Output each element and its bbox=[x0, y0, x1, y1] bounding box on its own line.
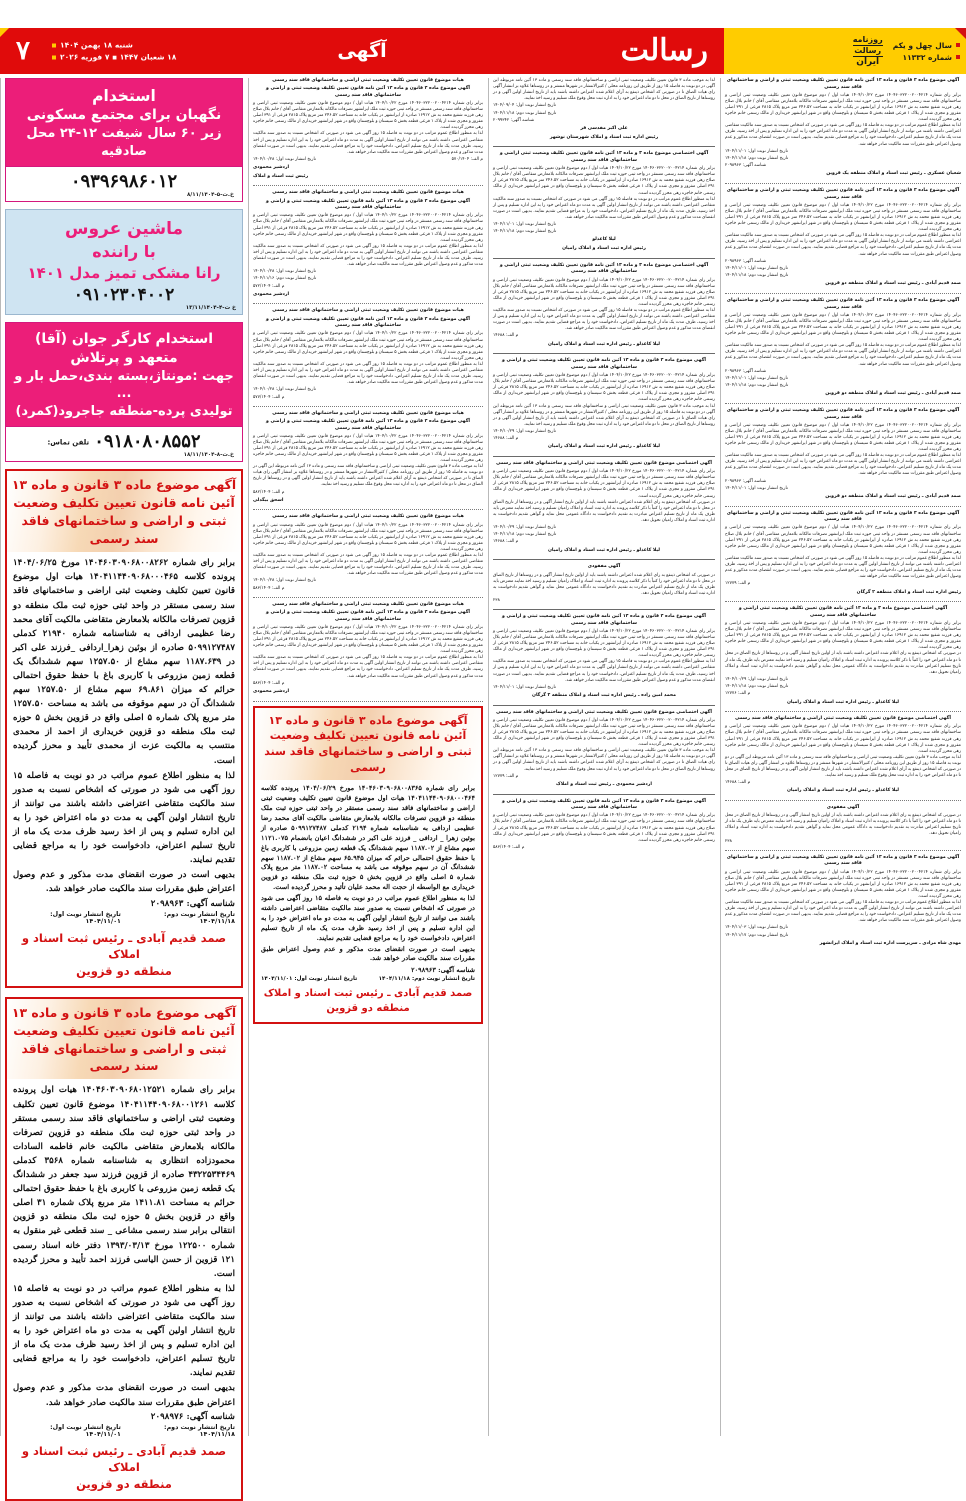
notice-body: برابر رای شماره ۱۴۰۴۶۰۳۲۲۰۰۲۰۰۴۲۱۴ مورخ ۱۴۰۴/۱۰/۲۲ هیات اول / دوم موضوع قانون تعیین تکلیف وضعیت ثبتی اراضی و ساختمانهای فاقد سند رسمی مستقر در واحد ثبتی حوزه ثبت ملک ایرانشهر تصرفات مالکانه بلامعارض متقاضی آقای / خانم بلال صلاح زهی فرزند شفیع محمد به ش ۱۶۹۱۲ صادره از ایرانشهر در یکباب خانه به مساحت ۲۴۶.۵۲ متر مربع پلاک ۲۸۱۵ فرعی از ۳۹۱ اصلی مفروز و مجزی شده از پلاک ۱ فرعی قطعه بخش ۵ سیستان و بلوچستان واقع در شهر ایرانشهر خریداری از مالک رسمی خانم خاجره زهی محرز گردیده است. bbox=[253, 100, 484, 131]
notice-divider bbox=[253, 509, 483, 510]
notice-body-publish: لذا به منظور اطلاع عموم مراتب در دو نوبت به فاصله ۱۵ روز آگهی می شود در صورتی که اشخاص نسبت به صدور سند مالکیت متقاضی اعتراضی داشته باشند می توانند از تاریخ انتشار اولین آگهی به مدت دو ماه اعتراض خود را به این اداره تسلیم و پس از اخذ رسید، ظرف مدت یک ماه از تاریخ تسلیم اعتراض، دادخواست خود را به مراجع قضایی تقدیم نمایند. بدیهی است در صورت انقضای مدت مذکور و عدم وصول اعتراض طبق مقررات سند مالکیت صادر خواهد شد. bbox=[725, 123, 961, 147]
notice-divider bbox=[493, 705, 715, 706]
notice-paragraph-1: برابر رای شماره ۱۴۰۴۶۰۳۰۹۰۶۸۰۱۲۵۲۱ هیات اول پرونده کلاسه ۱۴۰۴۱۱۴۴۰۹۰۶۸۰۰۱۲۶۱ موضوع قانون تعیین تکلیف وضعیت ثبتی اراضی و ساختمانهای فاقد سند رسمی مستقر در واحد ثبتی حوزه ثبت ملک منطقه دو قزوین تصرفات مالکانه بلامعارض متقاضی مالکیت خانم فاطمه السادات محمودزاده انتظاری به شناسنامه شماره ۳۵۶۸ کدملی ۴۳۲۲۵۳۴۴۶۹ صادره از قزوین فرزند سید جعفر در ششدانگ یک قطعه زمین مزروعی با کاربری باغ با حفظ حقوق احتمالی حرائم به مساحت ۱۴۱۱.۸۱ متر مربع پلاک شماره ۳۱ اصلی واقع در قزوین بخش ۵ حوزه ثبت ملک منطقه دو قزوین انتقالی برابر سند رسمی مشاعی _ سند قطعی غیر منقول به شماره ۱۲۲۵۰۰ مورخ ۱۳۹۳/۰۳/۱۳ دفتر خانه اسناد رسمی ۱۲۱ قزوین از حسن الیاسی فرزند احمد تأیید و محرز گردیده است. bbox=[13, 1085, 236, 1279]
notice-body-publish: لذا به منظور اطلاع عموم مراتب در دو نوبت به فاصله ۱۵ روز آگهی می شود در صورتی که اشخاص نسبت به صدور سند مالکیت متقاضی اعتراضی داشته باشند می توانند از تاریخ انتشار اولین آگهی به مدت دو ماه اعتراض خود را به این اداره تسلیم و پس از اخذ رسید، ظرف مدت یک ماه از تاریخ تسلیم اعتراض، دادخواست خود را به مراجع قضایی تقدیم نمایند. بدیهی است در صورت انقضای مدت مذکور و عدم وصول اعتراض طبق مقررات سند مالکیت صادر خواهد شد. bbox=[493, 308, 715, 332]
notice-ref-code: م الف: ۱۲۷۷۹ bbox=[725, 581, 751, 587]
notice-divider bbox=[253, 185, 483, 186]
notice-signature: صمد قدیم آبادی ـ رئیس ثبت اسناد و املاک منطقه دو قزوین bbox=[825, 391, 961, 397]
notice-ref-code: م الف: ۱۴۶۸۸ bbox=[493, 539, 519, 545]
notice-ref-code: ۲۳۸ bbox=[493, 597, 500, 603]
notice-divider bbox=[725, 601, 961, 602]
notice-ref-code: م الف: ۵۷۷/۱۴۰۴ bbox=[253, 394, 285, 400]
framed-legal-notice bbox=[253, 706, 483, 1025]
notice-body-short: در صورتی که اشخاص ذینفع به رای اعلام شده اعتراض داشته باشند باید از اولین تاریخ انتشار آگهی و در روستاها از تاریخ الصاق در محل تا دو ماه اعتراض خود را کتباً با ذکر کلاسه پرونده به اداره ثبت اسناد و املاک رامیان تسلیم و رسید اخذ نمایند معترض باید ظرف یک ماه از تاریخ تسلیم اعتراض مبادرت به تقدیم دادخواست به دادگاه عمومی محل نماید و گواهی تقدیم دادخواست به اداره ثبت اسناد و املاک رامیان تحویل دهد. bbox=[725, 651, 961, 675]
ad-phone-bar[interactable] bbox=[6, 166, 242, 201]
notice-body: برابر رای شماره ۱۴۰۴۶۰۳۲۲۰۰۲۰۰۴۲۱۴ مورخ ۱۴۰۴/۱۰/۲۲ هیات اول / دوم موضوع قانون تعیین تکلیف وضعیت ثبتی اراضی و ساختمانهای فاقد سند رسمی مستقر در واحد ثبتی حوزه ثبت ملک ایرانشهر تصرفات مالکانه بلامعارض متقاضی آقای / خانم بلال صلاح زهی فرزند شفیع محمد به ش ۱۶۹۱۲ صادره از ایرانشهر در یکباب خانه به مساحت ۲۴۶.۵۲ متر مربع پلاک ۲۸۱۵ فرعی از ۳۹۱ اصلی مفروز و مجزی شده از پلاک ۱ فرعی قطعه بخش ۵ سیستان و بلوچستان واقع در شهر ایرانشهر خریداری از مالک رسمی خانم خاجره زهی محرز گردیده است. bbox=[253, 433, 484, 464]
ad-line-3: جهت :مونتاژ،بسته بندی،حمل بار و ... bbox=[14, 368, 234, 402]
notice-body: برابر رای شماره ۱۴۰۴۶۰۳۲۲۰۰۲۰۰۴۲۱۴ مورخ ۱۴۰۴/۱۰/۲۲ هیات اول / دوم موضوع قانون تعیین تکلیف وضعیت ثبتی اراضی و ساختمانهای فاقد سند رسمی مستقر در واحد ثبتی حوزه ثبت ملک ایرانشهر تصرفات مالکانه بلامعارض متقاضی آقای / خانم بلال صلاح زهی فرزند شفیع محمد به ش ۱۶۹۱۲ صادره از ایرانشهر در یکباب خانه به مساحت ۲۴۶.۵۲ متر مربع پلاک ۲۸۱۵ فرعی از ۳۹۱ اصلی مفروز و مجزی شده از پلاک ۱ فرعی قطعه بخش ۵ سیستان و بلوچستان واقع در شهر ایرانشهر خریداری از مالک رسمی خانم خاجره زهی محرز گردیده است. bbox=[493, 628, 715, 659]
ad-line-3: زیر ۶۰ سال شیفت ۱۲-۲۴ محل صادقیه bbox=[26, 126, 222, 159]
notice-title: آگهی موضوع ماده ۳ قانون و ماده ۱۳ آئین نامه قانون تعیین تکلیف وضعیت ثبتی و اراضی و ساختمانهای فاقد سند رسمی bbox=[7, 999, 241, 1080]
legal-notice bbox=[725, 298, 961, 398]
legal-notice bbox=[493, 263, 715, 349]
notice-signature: لیلا کاغذلو ـ رئیس اداره ثبت اسناد و املاک رامیان bbox=[786, 788, 900, 794]
notice-body: برابر رای شماره ۱۴۰۴۶۰۳۲۲۰۰۲۰۰۴۲۱۴ مورخ ۱۴۰۴/۱۰/۲۲ هیات اول / دوم موضوع قانون تعیین تکلیف وضعیت ثبتی اراضی و ساختمانهای فاقد سند رسمی مستقر در واحد ثبتی حوزه ثبت ملک ایرانشهر تصرفات مالکانه بلامعارض متقاضی آقای / خانم بلال صلاح زهی فرزند شفیع محمد به ش ۱۶۹۱۲ صادره از ایرانشهر در یکباب خانه به مساحت ۲۴۶.۵۲ متر مربع پلاک ۲۸۱۵ فرعی از ۳۹۱ اصلی مفروز و مجزی شده از پلاک ۱ فرعی قطعه بخش ۵ سیستان و بلوچستان واقع در شهر ایرانشهر خریداری از مالک رسمی خانم خاجره زهی محرز گردیده است. bbox=[253, 624, 484, 655]
legal-notice bbox=[725, 606, 961, 706]
notice-signature: صمد قدیم آبادی ـ رئیس ثبت اسناد و املاک منطقه دو قزوین bbox=[21, 1443, 227, 1491]
notice-date-first: تاریخ انتشار نوبت اول: ۱۴۰۴/۱۰/۲۸ bbox=[253, 387, 316, 393]
notice-heading: آگهی موضوع ماده ۳ قانون و ماده ۱۳ آئین نامه قانون تعیین تکلیف وضعیت ثبتی و اراضی و ساختمانهای فاقد سند رسمی bbox=[502, 358, 706, 370]
notice-heading: آگهی مفقودی bbox=[587, 564, 621, 570]
notice-divider bbox=[725, 403, 961, 404]
masthead-dates bbox=[52, 41, 176, 62]
column-left-ads bbox=[0, 78, 248, 1491]
notice-heading: آگهی موضوع ماده ۳ قانون و ماده ۱۳ آئین نامه قانون تعیین تکلیف وضعیت ثبتی و اراضی و ساختمانهای فاقد سند رسمی bbox=[726, 510, 960, 523]
page-number: ۷ bbox=[16, 36, 30, 66]
masthead-brand-panel bbox=[724, 28, 966, 74]
notice-divider bbox=[253, 406, 483, 407]
notice-paragraph-3: بدیهی است در صورت انقضای مدت مذکور و عدم وصول اعتراض طبق مقررات سند مالکیت صادر خواهد شد. bbox=[13, 870, 235, 895]
logo-line-1: روزنامه bbox=[852, 34, 883, 44]
legal-notice bbox=[253, 308, 483, 400]
notice-ref-code: شناسه آگهی: ۲۰۹۸۹۶۳ bbox=[725, 368, 767, 374]
legal-notice bbox=[253, 78, 483, 180]
notice-signature: لیلا کاغذلو ـ رئیس اداره ثبت اسناد و املاک رامیان bbox=[547, 341, 661, 347]
notice-date-second: تاریخ انتشار نوبت دوم: ۱۴۰۴/۱۱/۱۸ bbox=[493, 532, 557, 538]
notice-divider bbox=[493, 559, 715, 560]
notice-body-publish: لذا به منظور اطلاع عموم مراتب در دو نوبت به فاصله ۱۵ روز آگهی می شود در صورتی که اشخاص نسبت به صدور سند مالکیت متقاضی اعتراضی داشته باشند می توانند از تاریخ انتشار اولین آگهی به مدت دو ماه اعتراض خود را به این اداره تسلیم و پس از اخذ رسید، ظرف مدت یک ماه از تاریخ تسلیم اعتراض، دادخواست خود را به مراجع قضایی تقدیم نمایند. بدیهی است در صورت انقضای مدت مذکور و عدم وصول اعتراض طبق مقررات سند مالکیت صادر خواهد شد. bbox=[253, 243, 483, 268]
notice-signature: صمد قدیم آبادی ـ رئیس ثبت اسناد و املاک منطقه دو قزوین bbox=[825, 281, 961, 287]
display-ad-guard-hiring[interactable] bbox=[5, 78, 243, 202]
notice-signature-title: رئیس اداره ثبت اسناد و املاک شهرستان نوشهر bbox=[549, 134, 659, 140]
ad-content bbox=[6, 79, 242, 166]
notice-body: لذا به موجب ماده ۳ قانون تعیین تکلیف وضعیت ثبتی اراضی و ساختمانهای فاقد سند رسمی و ماده ۱۳ آئین نامه مربوطه این آگهی در دو نوبت به فاصله ۱۵ روز از طریق این روزنامه محلی / کثیرالانتشار در شهرها منتشر و در روستاها علاوه بر انتشار آگهی رای هیات الصاق تا در صورتی که اشخاص ذینفع به آرای اعلام شده اعتراض داشته باشند باید از تاریخ انتشار اولین آگهی و در روستاها از تاریخ الصاق در محل تا دو ماه اعتراض خود را به اداره ثبت محل وقوع ملک تسلیم و رسید اخذ نمایند. bbox=[493, 78, 715, 102]
notice-body: برابر رای شماره ۱۴۰۴۶۰۳۲۲۰۰۲۰۰۴۲۱۴ مورخ ۱۴۰۴/۱۰/۲۲ هیات اول / دوم موضوع قانون تعیین تکلیف وضعیت ثبتی اراضی و ساختمانهای فاقد سند رسمی مستقر در واحد ثبتی حوزه ثبت ملک ایرانشهر تصرفات مالکانه بلامعارض متقاضی آقای / خانم بلال صلاح زهی فرزند شفیع محمد به ش ۱۶۹۱۲ صادره از ایرانشهر در یکباب خانه به مساحت ۲۴۶.۵۲ متر مربع پلاک ۲۸۱۵ فرعی از ۳۹۱ اصلی مفروز و مجزی شده از پلاک ۱ فرعی قطعه بخش ۵ سیستان و بلوچستان واقع در شهر ایرانشهر خریداری از مالک رسمی خانم خاجره زهی محرز گردیده است. bbox=[725, 312, 962, 343]
legal-notice bbox=[725, 188, 961, 288]
notice-body bbox=[13, 556, 235, 896]
legal-notice bbox=[725, 805, 961, 845]
notice-heading: هیات موضوع قانون تعیین تکلیف وضعیت ثبتی اراضی و ساختمانهای فاقد سند رسمی bbox=[272, 190, 464, 196]
date-first: تاریخ انتشار نوبت اول: ۱۴۰۴/۱۱/۰۱ bbox=[50, 1423, 121, 1438]
notice-signature: اردشیر محمودی bbox=[253, 165, 290, 171]
notice-body bbox=[261, 784, 475, 964]
display-ad-wedding-car[interactable] bbox=[5, 209, 243, 315]
notice-heading: آگهی موضوع ماده ۳ قانون و ماده ۱۳ آئین نامه قانون تعیین تکلیف وضعیت ثبتی و اراضی و ساختمانهای فاقد سند رسمی bbox=[726, 854, 960, 867]
date-solar: شنبه ۱۸ بهمن ۱۴۰۴ bbox=[60, 40, 133, 50]
ad-headline: استخدام bbox=[92, 87, 156, 105]
notice-signature-title: رئیس اداره ثبت اسناد و املاک رامیان bbox=[562, 246, 646, 252]
notice-title: آگهی موضوع ماده ۳ قانون و ماده ۱۳ آئین نامه قانون تعیین تکلیف وضعیت ثبتی و اراضی و ساختمانهای فاقد سند رسمی bbox=[255, 708, 481, 781]
notice-date-first: تاریخ انتشار نوبت اول: ۱۴۰۴/۱۰/۲۹ bbox=[725, 676, 788, 682]
notice-body-publish: لذا به منظور اطلاع عموم مراتب در دو نوبت به فاصله ۱۵ روز آگهی می شود در صورتی که اشخاص نسبت به صدور سند مالکیت متقاضی اعتراضی داشته باشند می توانند از تاریخ انتشار اولین آگهی به مدت دو ماه اعتراض خود را به این اداره تسلیم و پس از اخذ رسید، ظرف مدت یک ماه از تاریخ تسلیم اعتراض، دادخواست خود را به مراجع قضایی تقدیم نمایند. بدیهی است در صورت انقضای مدت مذکور و عدم وصول اعتراض طبق مقررات سند مالکیت صادر خواهد شد. bbox=[725, 233, 961, 257]
notice-ref-code: م الف: ۵۷۲/۱۴۰۴ bbox=[253, 283, 285, 289]
notice-body-publish: لذا به منظور اطلاع عموم مراتب در دو نوبت به فاصله ۱۵ روز آگهی می شود در صورتی که اشخاص نسبت به صدور سند مالکیت متقاضی اعتراضی داشته باشند می توانند از تاریخ انتشار اولین آگهی به مدت دو ماه اعتراض خود را به این اداره تسلیم و پس از اخذ رسید، ظرف مدت یک ماه از تاریخ تسلیم اعتراض، دادخواست خود را به مراجع قضایی تقدیم نمایند. بدیهی است در صورت انقضای مدت مذکور و عدم وصول اعتراض طبق مقررات سند مالکیت صادر خواهد شد. bbox=[493, 196, 715, 220]
notice-paragraph-2: لذا به منظور اطلاع عموم مراتب در دو نوبت به فاصله ۱۵ روز آگهی می شود در صورتی که اشخاص نسبت به صدور سند مالکیت متقاضی اعتراضی داشته باشند می توانند از تاریخ انتشار اولین آگهی به مدت دو ماه اعتراض خود را به این اداره تسلیم و پس از اخذ رسید ظرف مدت یک ماه از تاریخ تسلیم اعتراض، دادخواست خود را به مراجع قضایی تقدیم نمایند. bbox=[13, 1283, 235, 1379]
notice-date-first: تاریخ انتشار نوبت اول: ۱۴۰۴/۱۱/۰۱ bbox=[725, 485, 788, 491]
bullet-icon bbox=[956, 55, 960, 59]
notice-signature: محمد امین زاده ـ رئیس اداره ثبت اسناد و املاک منطقه ۲ گرگان bbox=[532, 692, 676, 698]
notice-heading: آگهی موضوع ماده ۳ قانون و ماده ۱۳ آئین نامه قانون تعیین تکلیف وضعیت ثبتی و اراضی و ساختمانهای فاقد سند رسمی bbox=[726, 187, 960, 200]
column-grid bbox=[0, 78, 966, 1491]
notice-heading: آگهی مفقودی bbox=[826, 805, 860, 811]
notice-ref-code: م الف: ۱۴۶۸۸ bbox=[493, 436, 519, 442]
ad-content bbox=[6, 323, 242, 426]
notice-ref-code: م الف: ۱۴۶۸۸ bbox=[493, 333, 519, 339]
ad-headline: استخدام کارگر جوان (آقا) bbox=[34, 330, 214, 347]
notice-heading: آگهی موضوع ماده ۳ قانون و ماده ۱۳ آئین نامه قانون تعیین تکلیف وضعیت ثبتی و اراضی و ساختمانهای فاقد سند رسمی bbox=[726, 297, 960, 310]
ad-phone-bar[interactable] bbox=[6, 426, 242, 461]
notice-ref-code: م الف: ۱۴۶۸۸ bbox=[725, 780, 751, 786]
notice-signature: شعبان عسکری ـ رئیس ثبت اسناد و املاک منطقه یک قزوین bbox=[826, 171, 961, 177]
notice-body: برابر رای شماره ۱۴۰۴۶۰۳۲۲۰۰۲۰۰۴۲۱۴ مورخ ۱۴۰۴/۱۰/۲۲ هیات اول / دوم موضوع قانون تعیین تکلیف وضعیت ثبتی اراضی و ساختمانهای فاقد سند رسمی مستقر در واحد ثبتی حوزه ثبت ملک ایرانشهر تصرفات مالکانه بلامعارض متقاضی آقای / خانم بلال صلاح زهی فرزند شفیع محمد به ش ۱۶۹۱۲ صادره از ایرانشهر در یکباب خانه به مساحت ۲۴۶.۵۲ متر مربع پلاک ۲۸۱۵ فرعی از ۳۹۱ اصلی مفروز و مجزی شده از پلاک ۱ فرعی قطعه بخش ۵ سیستان و بلوچستان واقع در شهر ایرانشهر خریداری از مالک رسمی خانم خاجره زهی محرز گردیده است. bbox=[493, 469, 715, 499]
section-title: آگهی bbox=[337, 40, 387, 62]
corner-accent-icon bbox=[0, 28, 9, 37]
legal-notice bbox=[493, 151, 715, 252]
notice-body: در صورتی که اشخاص ذینفع به رای اعلام شده اعتراض داشته باشند باید از اولین تاریخ انتشار آگهی و در روستاها از تاریخ الصاق در محل تا دو ماه اعتراض خود را کتباً با ذکر کلاسه پرونده به اداره ثبت اسناد و املاک رامیان تسلیم و رسید اخذ نمایند معترض باید ظرف یک ماه از تاریخ تسلیم اعتراض مبادرت به تقدیم دادخواست به دادگاه عمومی محل نماید و گواهی تقدیم دادخواست به اداره ثبت اسناد و املاک رامیان تحویل دهد. bbox=[493, 572, 715, 596]
notice-body-publish: لذا به منظور اطلاع عموم مراتب در دو نوبت به فاصله ۱۵ روز آگهی می شود در صورتی که اشخاص نسبت به صدور سند مالکیت متقاضی اعتراضی داشته باشند می توانند از تاریخ انتشار اولین آگهی به مدت دو ماه اعتراض خود را به این اداره تسلیم و پس از اخذ رسید، ظرف مدت یک ماه از تاریخ تسلیم اعتراض، دادخواست خود را به مراجع قضایی تقدیم نمایند. بدیهی است در صورت انقضای مدت مذکور و عدم وصول اعتراض طبق مقررات سند مالکیت صادر خواهد شد. bbox=[725, 555, 961, 580]
notice-body-medium: لذا به موجب ماده ۳ قانون تعیین تکلیف وضعیت ثبتی اراضی و ساختمانهای فاقد سند رسمی و ماده ۱۳ آئین نامه مربوطه این آگهی در دو نوبت به فاصله ۱۵ روز از طریق این روزنامه محلی / کثیرالانتشار در شهرها منتشر و در روستاها علاوه بر انتشار آگهی رای هیات الصاق تا در صورتی که اشخاص ذینفع به آرای اعلام شده اعتراض داشته باشند باید از تاریخ انتشار اولین آگهی و در روستاها از تاریخ الصاق در محل تا دو ماه اعتراض خود را به اداره ثبت محل وقوع ملک تسلیم و رسید اخذ نمایند. bbox=[493, 403, 715, 427]
notice-body: برابر رای شماره ۱۴۰۴۶۰۳۲۲۰۰۲۰۰۴۲۱۴ مورخ ۱۴۰۴/۱۰/۲۲ هیات اول / دوم موضوع قانون تعیین تکلیف وضعیت ثبتی اراضی و ساختمانهای فاقد سند رسمی مستقر در واحد ثبتی حوزه ثبت ملک ایرانشهر تصرفات مالکانه بلامعارض متقاضی آقای / خانم بلال صلاح زهی فرزند شفیع محمد به ش ۱۶۹۱۲ صادره از ایرانشهر در یکباب خانه به مساحت ۲۴۶.۵۲ متر مربع پلاک ۲۸۱۵ فرعی از ۳۹۱ اصلی مفروز و مجزی شده از پلاک ۱ فرعی قطعه بخش ۵ سیستان و بلوچستان واقع در شهر ایرانشهر خریداری از مالک رسمی خانم خاجره زهی محرز گردیده است. bbox=[253, 522, 484, 552]
notice-signature: صمد قدیم آبادی ـ رئیس ثبت اسناد و املاک منطقه دو قزوین bbox=[21, 930, 227, 978]
masthead-issue-meta bbox=[893, 41, 960, 62]
notice-body-medium: لذا به موجب ماده ۳ قانون تعیین تکلیف وضعیت ثبتی اراضی و ساختمانهای فاقد سند رسمی و ماده ۱۳ آئین نامه مربوطه این آگهی در دو نوبت به فاصله ۱۵ روز از طریق این روزنامه محلی / کثیرالانتشار در شهرها منتشر و در روستاها علاوه بر انتشار آگهی رای هیات الصاق تا در صورتی که اشخاص ذینفع به آرای اعلام شده اعتراض داشته باشند باید از تاریخ انتشار اولین آگهی و در روستاها از تاریخ الصاق در محل تا دو ماه اعتراض خود را به اداره ثبت محل وقوع ملک تسلیم و رسید اخذ نمایند. bbox=[253, 464, 484, 488]
notice-publication-dates bbox=[261, 976, 475, 982]
date-lunar-row bbox=[52, 53, 176, 62]
ad-line-2: متعهد و پرتلاش bbox=[70, 349, 178, 366]
notice-body: برابر رای شماره ۱۴۰۴۶۰۳۲۲۰۰۲۰۰۴۲۱۴ مورخ ۱۴۰۴/۱۰/۲۲ هیات اول / دوم موضوع قانون تعیین تکلیف وضعیت ثبتی اراضی و ساختمانهای فاقد سند رسمی مستقر در واحد ثبتی حوزه ثبت ملک ایرانشهر تصرفات مالکانه بلامعارض متقاضی آقای / خانم بلال صلاح زهی فرزند شفیع محمد به ش ۱۶۹۱۲ صادره از ایرانشهر در یکباب خانه به مساحت ۲۴۶.۵۲ متر مربع پلاک ۲۸۱۵ فرعی از ۳۹۱ اصلی مفروز و مجزی شده از پلاک ۱ فرعی قطعه بخش ۵ سیستان و بلوچستان واقع در شهر ایرانشهر خریداری از مالک رسمی خانم خاجره زهی محرز گردیده است. bbox=[725, 869, 962, 899]
logo-line-2: رسالت bbox=[854, 45, 882, 55]
legal-notice bbox=[253, 190, 483, 298]
notice-signature: صمد قدیم آبادی ـ رئیس ثبت اسناد و املاک منطقه دو قزوین bbox=[825, 494, 961, 499]
date-second: تاریخ انتشار نوبت دوم: ۱۴۰۴/۱۱/۱۸ bbox=[164, 1423, 235, 1438]
notice-body-short: در صورتی که اشخاص ذینفع به رای اعلام شده اعتراض داشته باشند باید از اولین تاریخ انتشار آگهی و در روستاها از تاریخ الصاق در محل تا دو ماه اعتراض خود را کتباً با ذکر کلاسه پرونده به اداره ثبت اسناد و املاک رامیان تسلیم و رسید اخذ نمایند معترض باید ظرف یک ماه از تاریخ تسلیم اعتراض مبادرت به تقدیم دادخواست به دادگاه عمومی محل نماید و گواهی تقدیم دادخواست به اداره ثبت اسناد و املاک رامیان تحویل دهد. bbox=[493, 499, 715, 523]
notice-signature-title: رئیس ثبت اسناد و املاک bbox=[253, 173, 309, 179]
notice-footer-row bbox=[253, 156, 483, 163]
ad-line-2: با راننده bbox=[92, 242, 156, 262]
notice-body: برابر رای شماره ۱۴۰۴۶۰۳۲۲۰۰۲۰۰۴۲۱۴ مورخ ۱۴۰۴/۱۰/۲۲ هیات اول / دوم موضوع قانون تعیین تکلیف وضعیت ثبتی اراضی و ساختمانهای فاقد سند رسمی مستقر در واحد ثبتی حوزه ثبت ملک ایرانشهر تصرفات مالکانه بلامعارض متقاضی آقای / خانم بلال صلاح زهی فرزند شفیع محمد به ش ۱۶۹۱۲ صادره از ایرانشهر در یکباب خانه به مساحت ۲۴۶.۵۲ متر مربع پلاک ۲۸۱۵ فرعی از ۳۹۱ اصلی مفروز و مجزی شده از پلاک ۱ فرعی قطعه بخش ۵ سیستان و بلوچستان واقع در شهر ایرانشهر خریداری از مالک رسمی خانم خاجره زهی محرز گردیده است. bbox=[493, 813, 715, 843]
legal-notice bbox=[493, 710, 715, 789]
notice-date-first: تاریخ انتشار نوبت اول: ۱۴۰۴/۰۹/۰۴ bbox=[493, 103, 556, 109]
legal-notice bbox=[725, 855, 961, 948]
notice-dates: تاریخ انتشار نوبت اول: ۱۴۰۴/۱۰/۲۸ bbox=[253, 156, 316, 162]
notice-heading: هیات موضوع قانون تعیین تکلیف وضعیت ثبتی اراضی و ساختمانهای فاقد سند رسمی bbox=[272, 78, 464, 83]
notice-body: برابر رای شماره ۱۴۰۴۶۰۳۲۲۰۰۲۰۰۴۲۱۴ مورخ ۱۴۰۴/۱۰/۲۲ هیات اول / دوم موضوع قانون تعیین تکلیف وضعیت ثبتی اراضی و ساختمانهای فاقد سند رسمی مستقر در واحد ثبتی حوزه ثبت ملک ایرانشهر تصرفات مالکانه بلامعارض متقاضی آقای / خانم بلال صلاح زهی فرزند شفیع محمد به ش ۱۶۹۱۲ صادره از ایرانشهر در یکباب خانه به مساحت ۲۴۶.۵۲ متر مربع پلاک ۲۸۱۵ فرعی از ۳۹۱ اصلی مفروز و مجزی شده از پلاک ۱ فرعی قطعه بخش ۵ سیستان و بلوچستان واقع در شهر ایرانشهر خریداری از مالک رسمی خانم خاجره زهی محرز گردیده است. bbox=[253, 331, 484, 361]
notice-signature: اردشیر محمودی bbox=[253, 688, 290, 694]
notice-ref-code: شناسه آگهی: ۲۰۹۹۳۴۲ bbox=[493, 117, 535, 123]
notice-body: برابر رای شماره ۱۴۰۴۶۰۳۲۲۰۰۲۰۰۴۲۱۴ مورخ ۱۴۰۴/۱۰/۲۲ هیات اول / دوم موضوع قانون تعیین تکلیف وضعیت ثبتی اراضی و ساختمانهای فاقد سند رسمی مستقر در واحد ثبتی حوزه ثبت ملک ایرانشهر تصرفات مالکانه بلامعارض متقاضی آقای / خانم بلال صلاح زهی فرزند شفیع محمد به ش ۱۶۹۱۲ صادره از ایرانشهر در یکباب خانه به مساحت ۲۴۶.۵۲ متر مربع پلاک ۲۸۱۵ فرعی از ۳۹۱ اصلی مفروز و مجزی شده از پلاک ۱ فرعی قطعه بخش ۵ سیستان و بلوچستان واقع در شهر ایرانشهر خریداری از مالک رسمی خانم خاجره زهی محرز گردیده است. bbox=[493, 277, 715, 307]
masthead-issue: شماره ۱۱۳۳۲ bbox=[902, 52, 952, 62]
notice-body-publish: لذا به منظور اطلاع عموم مراتب در دو نوبت به فاصله ۱۵ روز آگهی می شود در صورتی که اشخاص نسبت به صدور سند مالکیت متقاضی اعتراضی داشته باشند می توانند از تاریخ انتشار اولین آگهی به مدت دو ماه اعتراض خود را به این اداره تسلیم و پس از اخذ رسید، ظرف مدت یک ماه از تاریخ تسلیم اعتراض، دادخواست خود را به مراجع قضایی تقدیم نمایند. بدیهی است در صورت انقضای مدت مذکور و عدم وصول اعتراض طبق مقررات سند مالکیت صادر خواهد شد. bbox=[253, 553, 483, 577]
notice-body-publish: لذا به منظور اطلاع عموم مراتب در دو نوبت به فاصله ۱۵ روز آگهی می شود در صورتی که اشخاص نسبت به صدور سند مالکیت متقاضی اعتراضی داشته باشند می توانند از تاریخ انتشار اولین آگهی به مدت دو ماه اعتراض خود را به این اداره تسلیم و پس از اخذ رسید، ظرف مدت یک ماه از تاریخ تسلیم اعتراض، دادخواست خود را به مراجع قضایی تقدیم نمایند. بدیهی است در صورت انقضای مدت مذکور و عدم وصول اعتراض طبق مقررات سند مالکیت صادر خواهد شد. bbox=[725, 900, 961, 924]
notice-body-medium: لذا به موجب ماده ۳ قانون تعیین تکلیف وضعیت ثبتی اراضی و ساختمانهای فاقد سند رسمی و ماده ۱۳ آئین نامه مربوطه این آگهی در دو نوبت به فاصله ۱۵ روز از طریق این روزنامه محلی / کثیرالانتشار در شهرها منتشر و در روستاها علاوه بر انتشار آگهی رای هیات الصاق تا در صورتی که اشخاص ذینفع به آرای اعلام شده اعتراض داشته باشند باید از تاریخ انتشار اولین آگهی و در روستاها از تاریخ الصاق در محل تا دو ماه اعتراض خود را به اداره ثبت محل وقوع ملک تسلیم و رسید اخذ نمایند. bbox=[493, 748, 715, 772]
notice-ref-code: م الف: ۵۸۳/۱۴۰۴ bbox=[253, 680, 285, 686]
notice-body: در صورتی که اشخاص ذینفع به رای اعلام شده اعتراض داشته باشند باید از اولین تاریخ انتشار آگهی و در روستاها از تاریخ الصاق در محل تا دو ماه اعتراض خود را کتباً با ذکر کلاسه پرونده به اداره ثبت اسناد و املاک رامیان تسلیم و رسید اخذ نمایند معترض باید ظرف یک ماه از تاریخ تسلیم اعتراض مبادرت به تقدیم دادخواست به دادگاه عمومی محل نماید و گواهی تقدیم دادخواست به اداره ثبت اسناد و املاک رامیان تحویل دهد. bbox=[725, 813, 961, 837]
notice-signature: اردشیر محمودی ـ رئیس ثبت اسناد و املاک bbox=[555, 781, 652, 787]
framed-legal-notice bbox=[5, 469, 243, 987]
notice-subheading: آگهی موضوع ماده ۳ قانون و ماده ۱۳ آئین نامه قانون تعیین تکلیف وضعیت ثبتی و اراضی و ساختمانهای فاقد سند رسمی bbox=[266, 316, 470, 329]
notice-subheading: آگهی موضوع ماده ۳ قانون و ماده ۱۳ آئین نامه قانون تعیین تکلیف وضعیت ثبتی و اراضی و ساختمانهای فاقد سند رسمی bbox=[266, 610, 470, 622]
date-second: تاریخ انتشار نوبت دوم: ۱۴۰۴/۱۱/۱۸ bbox=[378, 976, 475, 983]
notice-heading: هیات موضوع قانون تعیین تکلیف وضعیت ثبتی اراضی و ساختمانهای فاقد سند رسمی bbox=[272, 410, 464, 416]
notice-divider bbox=[493, 794, 715, 795]
notice-ref-code: شناسه آگهی: ۲۰۹۸۹۶۳ bbox=[725, 163, 767, 169]
notice-title: آگهی موضوع ماده ۳ قانون و ماده ۱۳ آئین نامه قانون تعیین تکلیف وضعیت ثبتی و اراضی و ساختمانهای فاقد سند رسمی bbox=[7, 471, 241, 552]
notice-date-first: تاریخ انتشار نوبت اول: ۱۴۰۴/۱۰/۲۹ bbox=[493, 428, 556, 434]
notice-subheading: آگهی موضوع ماده ۳ قانون و ماده ۱۳ آئین نامه قانون تعیین تکلیف وضعیت ثبتی و اراضی و ساختمانهای فاقد سند رسمی bbox=[266, 86, 470, 98]
notice-body: برابر رای شماره ۱۴۰۴۶۰۳۲۲۰۰۲۰۰۴۲۱۴ مورخ ۱۴۰۴/۱۰/۲۲ هیات اول / دوم موضوع قانون تعیین تکلیف وضعیت ثبتی اراضی و ساختمانهای فاقد سند رسمی مستقر در واحد ثبتی حوزه ثبت ملک ایرانشهر تصرفات مالکانه بلامعارض متقاضی آقای / خانم بلال صلاح زهی فرزند شفیع محمد به ش ۱۶۹۱۲ صادره از ایرانشهر در یکباب خانه به مساحت ۲۴۶.۵۲ متر مربع پلاک ۲۸۱۵ فرعی از ۳۹۱ اصلی مفروز و مجزی شده از پلاک ۱ فرعی قطعه بخش ۵ سیستان و بلوچستان واقع در شهر ایرانشهر خریداری از مالک رسمی خانم خاجره زهی محرز گردیده است. bbox=[725, 621, 962, 651]
bullet-icon bbox=[52, 43, 56, 47]
notice-heading: هیات موضوع قانون تعیین تکلیف وضعیت ثبتی اراضی و ساختمانهای فاقد سند رسمی bbox=[272, 308, 464, 314]
notice-body: برابر رای شماره ۱۴۰۴۶۰۳۲۲۰۰۲۰۰۴۲۱۴ مورخ ۱۴۰۴/۱۰/۲۲ هیات اول / دوم موضوع قانون تعیین تکلیف وضعیت ثبتی اراضی و ساختمانهای فاقد سند رسمی مستقر در واحد ثبتی حوزه ثبت ملک ایرانشهر تصرفات مالکانه بلامعارض متقاضی آقای / خانم بلال صلاح زهی فرزند شفیع محمد به ش ۱۶۹۱۲ صادره از ایرانشهر در یکباب خانه به مساحت ۲۴۶.۵۲ متر مربع پلاک ۲۸۱۵ فرعی از ۳۹۱ اصلی مفروز و مجزی شده از پلاک ۱ فرعی قطعه بخش ۵ سیستان و بلوچستان واقع در شهر ایرانشهر خریداری از مالک رسمی خانم خاجره زهی محرز گردیده است. bbox=[725, 525, 962, 555]
notice-signature: صمد قدیم آبادی ـ رئیس ثبت اسناد و املاک منطقه دو قزوین bbox=[263, 988, 473, 1014]
ad-phone-label: تلفن تماس: bbox=[47, 438, 90, 447]
notice-signature: رئیس اداره ثبت اسناد و املاک منطقه ۲ گرگان bbox=[856, 589, 961, 595]
ad-reference-code: خ ت-۴-۱۳/۱۱/۱۴۰۴ bbox=[185, 304, 236, 311]
date-first: تاریخ انتشار نوبت اول: ۱۴۰۴/۱۱/۰۱ bbox=[50, 910, 121, 925]
logo-line-3: ایران bbox=[856, 56, 880, 67]
notice-ref-code: شناسه آگهی: ۲۰۹۸۹۶۳ bbox=[725, 258, 767, 264]
notice-heading: آگهی اختصاصی موضوع ماده ۳ و ماده ۱۳ آئین نامه قانون تعیین تکلیف وضعیت ثبتی اراضی و ساختمانهای فاقد سند رسمی bbox=[738, 606, 948, 618]
page-number-badge bbox=[0, 28, 46, 74]
notice-heading: آگهی اختصاصی موضوع ماده ۳ و ماده ۱۳ آئین نامه قانون تعیین تکلیف وضعیت ثبتی اراضی و ساختمانهای فاقد سند رسمی bbox=[499, 151, 709, 163]
notice-body-publish: لذا به منظور اطلاع عموم مراتب در دو نوبت به فاصله ۱۵ روز آگهی می شود در صورتی که اشخاص نسبت به صدور سند مالکیت متقاضی اعتراضی داشته باشند می توانند از تاریخ انتشار اولین آگهی به مدت دو ماه اعتراض خود را به این اداره تسلیم و پس از اخذ رسید، ظرف مدت یک ماه از تاریخ تسلیم اعتراض، دادخواست خود را به مراجع قضایی تقدیم نمایند. بدیهی است در صورت انقضای مدت مذکور و عدم وصول اعتراض طبق مقررات سند مالکیت صادر خواهد شد. bbox=[253, 131, 483, 155]
framed-legal-notice bbox=[5, 997, 243, 1501]
legal-notice bbox=[493, 461, 715, 554]
notice-date-first: تاریخ انتشار نوبت اول: ۱۴۰۴/۱۱/۰۱ bbox=[493, 222, 556, 227]
notice-paragraph-2: لذا به منظور اطلاع عموم مراتب در دو نوبت به فاصله ۱۵ روز آگهی می شود در صورتی که اشخاص نسبت به صدور سند مالکیت متقاضی اعتراضی داشته باشند می توانند از تاریخ انتشار اولین آگهی به مدت دو ماه اعتراض خود را به این اداره تسلیم و پس از اخذ رسید ظرف مدت یک ماه از تاریخ تسلیم اعتراض، دادخواست خود را به مراجع قضایی تقدیم نمایند. bbox=[261, 894, 475, 942]
masthead-issue-row bbox=[893, 53, 960, 62]
legal-notice bbox=[253, 602, 483, 696]
display-ad-young-worker-hiring[interactable] bbox=[5, 322, 243, 462]
masthead bbox=[0, 28, 966, 74]
notice-body: برابر رای شماره ۱۴۰۴۶۰۳۲۲۰۰۲۰۰۴۲۱۴ مورخ ۱۴۰۴/۱۰/۲۲ هیات اول / دوم موضوع قانون تعیین تکلیف وضعیت ثبتی اراضی و ساختمانهای فاقد سند رسمی مستقر در واحد ثبتی حوزه ثبت ملک ایرانشهر تصرفات مالکانه بلامعارض متقاضی آقای / خانم بلال صلاح زهی فرزند شفیع محمد به ش ۱۶۹۱۲ صادره از ایرانشهر در یکباب خانه به مساحت ۲۴۶.۵۲ متر مربع پلاک ۲۸۱۵ فرعی از ۳۹۱ اصلی مفروز و مجزی شده از پلاک ۱ فرعی قطعه بخش ۵ سیستان و بلوچستان واقع در شهر ایرانشهر خریداری از مالک رسمی خانم خاجره زهی محرز گردیده است. bbox=[725, 202, 962, 233]
date-solar-row bbox=[52, 41, 133, 50]
notice-body: برابر رای شماره ۱۴۰۴۶۰۳۲۲۰۰۲۰۰۴۲۱۴ مورخ ۱۴۰۴/۱۰/۲۲ هیات اول / دوم موضوع قانون تعیین تکلیف وضعیت ثبتی اراضی و ساختمانهای فاقد سند رسمی مستقر در واحد ثبتی حوزه ثبت ملک ایرانشهر تصرفات مالکانه بلامعارض متقاضی آقای / خانم بلال صلاح زهی فرزند شفیع محمد به ش ۱۶۹۱۲ صادره از ایرانشهر در یکباب خانه به مساحت ۲۴۶.۵۲ متر مربع پلاک ۲۸۱۵ فرعی از ۳۹۱ اصلی مفروز و مجزی شده از پلاک ۱ فرعی قطعه بخش ۵ سیستان و بلوچستان واقع در شهر ایرانشهر خریداری از مالک رسمی خانم خاجره زهی محرز گردیده است. bbox=[725, 724, 962, 754]
notice-body-publish: لذا به منظور اطلاع عموم مراتب در دو نوبت به فاصله ۱۵ روز آگهی می شود در صورتی که اشخاص نسبت به صدور سند مالکیت متقاضی اعتراضی داشته باشند می توانند از تاریخ انتشار اولین آگهی به مدت دو ماه اعتراض خود را به این اداره تسلیم و پس از اخذ رسید، ظرف مدت یک ماه از تاریخ تسلیم اعتراض، دادخواست خود را به مراجع قضایی تقدیم نمایند. بدیهی است در صورت انقضای مدت مذکور و عدم وصول اعتراض طبق مقررات سند مالکیت صادر خواهد شد. bbox=[253, 655, 483, 679]
column-mid-left bbox=[248, 78, 488, 1436]
notice-ref-code: م الف: ۵۸۳/۱۴۰۴ bbox=[253, 585, 285, 591]
notice-subheading: آگهی موضوع ماده ۳ قانون و ماده ۱۳ آئین نامه قانون تعیین تکلیف وضعیت ثبتی و اراضی و ساختمانهای فاقد سند رسمی bbox=[266, 418, 470, 431]
notice-signature: اسحق بیگدلی bbox=[253, 497, 284, 503]
notice-divider bbox=[725, 293, 961, 294]
notice-ref-code: م الف: ۱۲۷۷۶ bbox=[725, 691, 751, 697]
notice-paragraph-3: بدیهی است در صورت انقضای مدت مذکور و عدم وصول اعتراض طبق مقررات سند مالکیت صادر خواهد شد. bbox=[13, 1383, 235, 1408]
ad-headline: ماشین عروس bbox=[65, 219, 183, 240]
notice-date-first: تاریخ انتشار نوبت اول: ۱۴۰۴/۱۰/۲۹ bbox=[493, 525, 556, 531]
notice-body-medium: لذا به موجب ماده ۳ قانون تعیین تکلیف وضعیت ثبتی اراضی و ساختمانهای فاقد سند رسمی و ماده ۱۳ آئین نامه مربوطه این آگهی در دو نوبت به فاصله ۱۵ روز از طریق این روزنامه محلی / کثیرالانتشار در شهرها منتشر و در روستاها علاوه بر انتشار آگهی رای هیات الصاق تا در صورتی که اشخاص ذینفع به آرای اعلام شده اعتراض داشته باشند باید از تاریخ انتشار اولین آگهی و در روستاها از تاریخ الصاق در محل تا دو ماه اعتراض خود را به اداره ثبت محل وقوع ملک تسلیم و رسید اخذ نمایند. bbox=[725, 754, 961, 779]
legal-notice bbox=[493, 564, 715, 604]
notice-heading: آگهی موضوع ماده ۳ قانون و ماده ۱۳ آئین نامه قانون تعیین تکلیف وضعیت ثبتی و اراضی و ساختمانهای فاقد سند رسمی bbox=[726, 407, 960, 420]
notice-ad-id: شناسه آگهی: ۲۰۹۸۹۶۳ bbox=[411, 966, 475, 975]
notice-date-second: تاریخ انتشار نوبت دوم: ۱۴۰۴/۱۱/۱۸ bbox=[725, 383, 789, 389]
corner-accent-icon bbox=[955, 28, 966, 39]
notice-paragraph-1: برابر رای شماره ۱۴۰۴۶۰۳۰۹۰۶۸۰۰۸۲۶۲ مورخ ۱۴۰۴/۰۶/۲۵ پرونده کلاسه ۱۴۰۴۱۱۴۴۰۹۰۶۸۰۰۰۴۶۵ هیات اول موضوع قانون تعیین تکلیف وضعیت ثبتی اراضی و ساختمانهای فاقد سند رسمی مستقر در واحد ثبتی حوزه ثبت ملک منطقه دو قزوین تصرفات مالکانه بلامعارض متقاضی مالکیت آقای محمد رضا عظیمی اردافی به شناسنامه شماره ۲۱۹۴۰ کدملی ۵۰۹۹۱۲۷۴۸۷ صادره از بوئین زهرا_اردافی _فرزند علی اکبر در ۱۱۸۷.۶۳۹ سهم مشاع از ۱۲۵۷.۵۰ سهم ششدانگ یک قطعه زمین مزروعی با کاربری باغ با حفظ حقوق احتمالی حرائم که میزان ۶۹.۸۶۱ سهم مشاع از ۱۲۵۷.۵۰ سهم ششدانگ آن در سهم موقوفه می باشد به مساحت ۱۲۵۷.۵۰ متر مربع پلاک شماره ۵ اصلی واقع در قزوین بخش ۵ حوزه ثبت ملک منطقه دو قزوین خریداری از احمد از محمدی منتسب به مالکیت عزت از محمدی تأیید و محرز گردیده است. bbox=[12, 558, 235, 766]
notice-body-publish: لذا به منظور اطلاع عموم مراتب در دو نوبت به فاصله ۱۵ روز آگهی می شود در صورتی که اشخاص نسبت به صدور سند مالکیت متقاضی اعتراضی داشته باشند می توانند از تاریخ انتشار اولین آگهی به مدت دو ماه اعتراض خود را به این اداره تسلیم و پس از اخذ رسید، ظرف مدت یک ماه از تاریخ تسلیم اعتراض، دادخواست خود را به مراجع قضایی تقدیم نمایند. بدیهی است در صورت انقضای مدت مذکور و عدم وصول اعتراض طبق مقررات سند مالکیت صادر خواهد شد. bbox=[493, 659, 715, 683]
notice-divider bbox=[493, 609, 715, 610]
notice-heading: هیات موضوع قانون تعیین تکلیف وضعیت ثبتی اراضی و ساختمانهای فاقد سند رسمی bbox=[272, 601, 464, 607]
ad-reference-code: خ.ت-۸-۱۸/۱۱/۱۴۰۴ bbox=[183, 452, 234, 459]
notice-signature: لیلا کاغذلو ـ رئیس اداره ثبت اسناد و املاک رامیان bbox=[547, 547, 661, 553]
notice-date-second: تاریخ انتشار نوبت دوم: ۱۴۰۴/۱۱/۱۶ bbox=[253, 276, 317, 282]
notice-divider bbox=[493, 146, 715, 147]
ad-reference-code: خ.ت-۵-۸/۱۱/۱۴۰۴ bbox=[186, 192, 234, 199]
notice-signature: مهدی شاه مرادی ـ سرپرست اداره ثبت اسناد و املاک ایرانشهر bbox=[819, 940, 961, 946]
notice-body: برابر رای شماره ۱۴۰۴۶۰۳۲۲۰۰۲۰۰۴۲۱۴ مورخ ۱۴۰۴/۱۰/۲۲ هیات اول / دوم موضوع قانون تعیین تکلیف وضعیت ثبتی اراضی و ساختمانهای فاقد سند رسمی مستقر در واحد ثبتی حوزه ثبت ملک ایرانشهر تصرفات مالکانه بلامعارض متقاضی آقای / خانم بلال صلاح زهی فرزند شفیع محمد به ش ۱۶۹۱۲ صادره از ایرانشهر در یکباب خانه به مساحت ۲۴۶.۵۲ متر مربع پلاک ۲۸۱۵ فرعی از ۳۹۱ اصلی مفروز و مجزی شده از پلاک ۱ فرعی قطعه بخش ۵ سیستان و بلوچستان واقع در شهر ایرانشهر خریداری از مالک رسمی خانم خاجره زهی محرز گردیده است. bbox=[253, 213, 484, 243]
notice-date-first: تاریخ انتشار نوبت اول: ۱۴۰۴/۱۱/۰۱ bbox=[725, 148, 788, 154]
publisher-logo bbox=[853, 36, 883, 67]
legal-notice bbox=[725, 716, 961, 795]
legal-notice bbox=[493, 799, 715, 852]
notice-paragraph-3: بدیهی است در صورت انقضای مدت مذکور و عدم وصول اعتراض طبق مقررات سند مالکیت صادر خواهد شد. bbox=[261, 944, 475, 963]
masthead-year: سال چهل و یکم bbox=[892, 40, 952, 50]
notice-ad-id: شناسه آگهی: ۲۰۹۸۹۷۶ bbox=[150, 1411, 235, 1422]
notice-divider bbox=[493, 456, 715, 457]
notice-body: برابر رای شماره ۱۴۰۴۶۰۳۲۲۰۰۲۰۰۴۲۱۴ مورخ ۱۴۰۴/۱۰/۲۲ هیات اول / دوم موضوع قانون تعیین تکلیف وضعیت ثبتی اراضی و ساختمانهای فاقد سند رسمی مستقر در واحد ثبتی حوزه ثبت ملک ایرانشهر تصرفات مالکانه بلامعارض متقاضی آقای / خانم بلال صلاح زهی فرزند شفیع محمد به ش ۱۶۹۱۲ صادره از ایرانشهر در یکباب خانه به مساحت ۲۴۶.۵۲ متر مربع پلاک ۲۸۱۵ فرعی از ۳۹۱ اصلی مفروز و مجزی شده از پلاک ۱ فرعی قطعه بخش ۵ سیستان و بلوچستان واقع در شهر ایرانشهر خریداری از مالک رسمی خانم خاجره زهی محرز گردیده است. bbox=[493, 166, 715, 196]
legal-notice bbox=[725, 511, 961, 597]
notice-ref-code: م الف: ۵۸۳/۱۴۰۴ bbox=[493, 844, 525, 850]
legal-notice bbox=[725, 78, 961, 178]
notice-heading: آگهی اختصاصی موضوع قانون تعیین تکلیف وضعیت ثبتی اراضی و ساختمانهای فاقد سند رسمی bbox=[496, 461, 712, 467]
notice-divider bbox=[725, 711, 961, 712]
notice-body-publish: لذا به منظور اطلاع عموم مراتب در دو نوبت به فاصله ۱۵ روز آگهی می شود در صورتی که اشخاص نسبت به صدور سند مالکیت متقاضی اعتراضی داشته باشند می توانند از تاریخ انتشار اولین آگهی به مدت دو ماه اعتراض خود را به این اداره تسلیم و پس از اخذ رسید، ظرف مدت یک ماه از تاریخ تسلیم اعتراض، دادخواست خود را به مراجع قضایی تقدیم نمایند. بدیهی است در صورت انقضای مدت مذکور و عدم وصول اعتراض طبق مقررات سند مالکیت صادر خواهد شد. bbox=[725, 343, 961, 367]
notice-divider bbox=[493, 353, 715, 354]
notice-date-first: تاریخ انتشار نوبت اول: ۱۴۰۴/۱۱/۰۱ bbox=[725, 265, 788, 271]
ad-phone-number[interactable]: ۰۹۱۰۲۳۰۴۰۰۲ bbox=[73, 284, 175, 305]
ad-line-2: نگهبان برای مجتمع مسکونی bbox=[26, 107, 222, 124]
notice-publication-dates bbox=[13, 911, 235, 925]
date-second: تاریخ انتشار نوبت دوم: ۱۴۰۴/۱۱/۱۸ bbox=[164, 910, 235, 925]
ad-phone-number[interactable]: ۰۹۳۹۶۹۸۶۰۱۲ bbox=[70, 171, 178, 193]
notice-divider bbox=[253, 303, 483, 304]
bullet-icon bbox=[956, 43, 960, 47]
notice-divider bbox=[253, 597, 483, 598]
notice-date-first: تاریخ انتشار نوبت اول: ۱۴۰۴/۱۱/۰۱ bbox=[493, 684, 556, 690]
notice-date-second: تاریخ انتشار نوبت دوم: ۱۴۰۴/۱۱/۱۸ bbox=[493, 229, 557, 235]
notice-body bbox=[13, 1083, 235, 1409]
notice-date-first: تاریخ انتشار نوبت اول: ۱۴۰۴/۱۱/۰۱ bbox=[725, 375, 788, 381]
ad-line-3: رانا مشکی تمیز مدل ۱۴۰۱ bbox=[27, 263, 221, 282]
notice-ref-code: ۲۳۸ bbox=[725, 838, 732, 844]
notice-heading: آگهی اختصاصی موضوع قانون تعیین تکلیف وضعیت ثبتی اراضی و ساختمانهای فاقد سند رسمی bbox=[496, 709, 712, 715]
notice-body: برابر رای شماره ۱۴۰۴۶۰۳۲۲۰۰۲۰۰۴۲۱۴ مورخ ۱۴۰۴/۱۰/۲۲ هیات اول / دوم موضوع قانون تعیین تکلیف وضعیت ثبتی اراضی و ساختمانهای فاقد سند رسمی مستقر در واحد ثبتی حوزه ثبت ملک ایرانشهر تصرفات مالکانه بلامعارض متقاضی آقای / خانم بلال صلاح زهی فرزند شفیع محمد به ش ۱۶۹۱۲ صادره از ایرانشهر در یکباب خانه به مساحت ۲۴۶.۵۲ متر مربع پلاک ۲۸۱۵ فرعی از ۳۹۱ اصلی مفروز و مجزی شده از پلاک ۱ فرعی قطعه بخش ۵ سیستان و بلوچستان واقع در شهر ایرانشهر خریداری از مالک رسمی خانم خاجره زهی محرز گردیده است. bbox=[493, 717, 715, 748]
legal-notice bbox=[253, 411, 483, 505]
notice-paragraph-2: لذا به منظور اطلاع عموم مراتب در دو نوبت به فاصله ۱۵ روز آگهی می شود در صورتی که اشخاص نسبت به صدور سند مالکیت متقاضی اعتراضی داشته باشند می توانند از تاریخ انتشار اولین آگهی به مدت دو ماه اعتراض خود را به این اداره تسلیم و پس از اخذ رسید ظرف مدت یک ماه از تاریخ تسلیم اعتراض، دادخواست خود را به مراجع قضایی تقدیم نمایند. bbox=[13, 770, 235, 866]
legal-notice bbox=[253, 514, 483, 591]
notice-body: برابر رای شماره ۱۴۰۴۶۰۳۲۲۰۰۲۰۰۴۲۱۴ مورخ ۱۴۰۴/۱۰/۲۲ هیات اول / دوم موضوع قانون تعیین تکلیف وضعیت ثبتی اراضی و ساختمانهای فاقد سند رسمی مستقر در واحد ثبتی حوزه ثبت ملک ایرانشهر تصرفات مالکانه بلامعارض متقاضی آقای / خانم بلال صلاح زهی فرزند شفیع محمد به ش ۱۶۹۱۲ صادره از ایرانشهر در یکباب خانه به مساحت ۲۴۶.۵۲ متر مربع پلاک ۲۸۱۵ فرعی از ۳۹۱ اصلی مفروز و مجزی شده از پلاک ۱ فرعی قطعه بخش ۵ سیستان و بلوچستان واقع در شهر ایرانشهر خریداری از مالک رسمی خانم خاجره زهی محرز گردیده است. bbox=[493, 373, 715, 403]
notice-divider bbox=[253, 701, 483, 702]
notice-heading: آگهی موضوع ماده ۳ قانون و ماده ۱۳ آئین نامه قانون تعیین تکلیف وضعیت ثبتی و اراضی و ساختمانهای فاقد سند رسمی bbox=[502, 798, 706, 811]
notice-signature: لیلا کاغذلو ـ رئیس اداره ثبت اسناد و املاک رامیان bbox=[786, 699, 900, 705]
notice-body: برابر رای شماره ۱۴۰۴۶۰۳۲۲۰۰۲۰۰۴۲۱۴ مورخ ۱۴۰۴/۱۰/۲۲ هیات اول / دوم موضوع قانون تعیین تکلیف وضعیت ثبتی اراضی و ساختمانهای فاقد سند رسمی مستقر در واحد ثبتی حوزه ثبت ملک ایرانشهر تصرفات مالکانه بلامعارض متقاضی آقای / خانم بلال صلاح زهی فرزند شفیع محمد به ش ۱۶۹۱۲ صادره از ایرانشهر در یکباب خانه به مساحت ۲۴۶.۵۲ متر مربع پلاک ۲۸۱۵ فرعی از ۳۹۱ اصلی مفروز و مجزی شده از پلاک ۱ فرعی قطعه بخش ۵ سیستان و بلوچستان واقع در شهر ایرانشهر خریداری از مالک رسمی خانم خاجره زهی محرز گردیده است. bbox=[725, 92, 962, 123]
column-mid-right bbox=[488, 78, 720, 1436]
notice-ad-id: شناسه آگهی: ۲۰۹۸۹۶۳ bbox=[150, 898, 235, 909]
notice-heading: آگهی موضوع ماده ۳ قانون و ماده ۱۳ آئین نامه قانون تعیین تکلیف وضعیت ثبتی و اراضی و ساختمانهای فاقد سند رسمی bbox=[726, 78, 960, 90]
notice-divider bbox=[725, 183, 961, 184]
notice-signature: اردشیر محمودی bbox=[253, 291, 290, 297]
bullet-icon bbox=[52, 55, 56, 59]
notice-body-publish: لذا به منظور اطلاع عموم مراتب در دو نوبت به فاصله ۱۵ روز آگهی می شود در صورتی که اشخاص نسبت به صدور سند مالکیت متقاضی اعتراضی داشته باشند می توانند از تاریخ انتشار اولین آگهی به مدت دو ماه اعتراض خود را به این اداره تسلیم و پس از اخذ رسید، ظرف مدت یک ماه از تاریخ تسلیم اعتراض، دادخواست خود را به مراجع قضایی تقدیم نمایند. بدیهی است در صورت انقضای مدت مذکور و عدم وصول اعتراض طبق مقررات سند مالکیت صادر خواهد شد. bbox=[725, 453, 961, 477]
legal-notice bbox=[725, 408, 961, 501]
notice-date-second: تاریخ انتشار نوبت دوم: ۱۴۰۴/۱۱/۱۸ bbox=[725, 155, 789, 161]
notice-date-second: تاریخ انتشار نوبت دوم: ۱۴۰۴/۱۱/۱۷ bbox=[725, 932, 789, 938]
notice-date-first: تاریخ انتشار نوبت اول: ۱۴۰۴/۱۰/۲۸ bbox=[253, 269, 316, 275]
ad-phone-number[interactable]: ۰۹۱۸۰۸۰۸۵۵۲ bbox=[94, 431, 201, 453]
paper-title: رسالت bbox=[620, 33, 708, 68]
legal-notice bbox=[493, 358, 715, 451]
notice-heading: آگهی موضوع ماده ۳ قانون و ماده ۱۳ آئین نامه قانون تعیین تکلیف وضعیت ثبتی و اراضی و ساختمانهای فاقد سند رسمی bbox=[502, 614, 706, 626]
notice-paragraph-1: برابر رای شماره ۱۴۰۴۶۰۳۰۹۰۶۸۰۰۸۳۶۵ مورخ ۱۴۰۴/۰۶/۲۹ پرونده کلاسه ۱۴۰۴۱۱۴۴۰۹۰۶۸۰۰۰۴۶۴ هیات اول موضوع قانون تعیین تکلیف وضعیت ثبتی اراضی و ساختمانهای فاقد سند رسمی مستقر در واحد ثبتی حوزه ثبت ملک منطقه دو قزوین تصرفات مالکانه بلامعارض متقاضی مالکیت آقای محمد رضا عظیمی اردافی به شناسنامه شماره ۲۱۹۴ کدملی ۵۰۹۹۱۲۷۴۸۷ صادره از بوئین زهرا _ اردافی _ فرزند علی اکبر در ششدانگ اعیان بانضمام ۱۱۲۱.۰۷۵ سهم مشاع از ۱۱۸۷.۰۲ سهم ششدانگ یک قطعه زمین مزروعی با کاربری باغ با حفظ حقوق احتمالی حرائم که میزان ۶۵.۹۴۵ سهم مشاع از ۱۱۸۷.۰۲ سهم ششدانگ آن در سهم موقوفه می باشد به مساحت ۱۱۸۷.۰۲ متر مربع پلاک شماره ۵ اصلی واقع در قزوین بخش ۵ حوزه ثبت ملک منطقه دو قزوین خریداری مع الواسطه از حجت اله محمد علیان تأئید و محرز گردیده است. bbox=[261, 784, 476, 892]
legal-notice bbox=[493, 78, 715, 141]
notice-heading: آگهی اختصاصی موضوع ماده ۳ و ماده ۱۳ آئین نامه قانون تعیین تکلیف وضعیت ثبتی اراضی و ساختمانهای فاقد سند رسمی bbox=[499, 262, 709, 275]
notice-ref-code: م الف: ۱۲۷۷۹ bbox=[493, 773, 519, 779]
notice-date-second: تاریخ انتشار نوبت دوم: ۱۴۰۴/۱۱/۱۸ bbox=[725, 684, 789, 690]
notice-signature: لیلا کاغذلو ـ رئیس اداره ثبت اسناد و املاک رامیان bbox=[547, 444, 661, 450]
notice-divider bbox=[725, 506, 961, 507]
notice-divider bbox=[725, 800, 961, 801]
notice-ref-code: م الف: ۵۸۲/۱۴۰۴ bbox=[253, 489, 285, 495]
notice-body-publish: لذا به منظور اطلاع عموم مراتب در دو نوبت به فاصله ۱۵ روز آگهی می شود در صورتی که اشخاص نسبت به صدور سند مالکیت متقاضی اعتراضی داشته باشند می توانند از تاریخ انتشار اولین آگهی به مدت دو ماه اعتراض خود را به این اداره تسلیم و پس از اخذ رسید، ظرف مدت یک ماه از تاریخ تسلیم اعتراض، دادخواست خود را به مراجع قضایی تقدیم نمایند. بدیهی است در صورت انقضای مدت مذکور و عدم وصول اعتراض طبق مقررات سند مالکیت صادر خواهد شد. bbox=[253, 361, 483, 386]
notice-body: برابر رای شماره ۱۴۰۴۶۰۳۲۲۰۰۲۰۰۴۲۱۴ مورخ ۱۴۰۴/۱۰/۲۲ هیات اول / دوم موضوع قانون تعیین تکلیف وضعیت ثبتی اراضی و ساختمانهای فاقد سند رسمی مستقر در واحد ثبتی حوزه ثبت ملک ایرانشهر تصرفات مالکانه بلامعارض متقاضی آقای / خانم بلال صلاح زهی فرزند شفیع محمد به ش ۱۶۹۱۲ صادره از ایرانشهر در یکباب خانه به مساحت ۲۴۶.۵۲ متر مربع پلاک ۲۸۱۵ فرعی از ۳۹۱ اصلی مفروز و مجزی شده از پلاک ۱ فرعی قطعه بخش ۵ سیستان و بلوچستان واقع در شهر ایرانشهر خریداری از مالک رسمی خانم خاجره زهی محرز گردیده است. bbox=[725, 422, 962, 453]
notice-heading: هیات موضوع قانون تعیین تکلیف وضعیت ثبتی اراضی و ساختمانهای فاقد سند رسمی bbox=[272, 514, 464, 520]
notice-signature: لیلا کاغذلو bbox=[592, 237, 616, 243]
notice-date-first: تاریخ انتشار نوبت اول: ۱۴۰۴/۱۱/۰۳ bbox=[725, 925, 788, 931]
ad-line-4: تولیدی پرده-منطقه جاجرود(کمرد) bbox=[15, 403, 233, 419]
masthead-year-row bbox=[893, 41, 960, 50]
notice-heading: آگهی اختصاصی موضوع قانون تعیین تکلیف وضعیت ثبتی اراضی و ساختمانهای فاقد سند رسمی bbox=[735, 716, 951, 722]
notice-publication-dates bbox=[13, 1424, 235, 1438]
notice-ref-code: م الف: ۵۷۰/۱۴۰۴ bbox=[451, 156, 483, 162]
notice-date-first: تاریخ انتشار نوبت اول: ۱۴۰۴/۱۰/۲۸ bbox=[253, 578, 316, 584]
notice-date-second: تاریخ انتشار نوبت دوم: ۱۴۰۴/۱۱/۱۸ bbox=[493, 110, 557, 116]
notice-ref-code: شناسه آگهی: ۲۰۹۸۹۶۳ bbox=[725, 478, 767, 484]
column-right bbox=[720, 78, 966, 1436]
notice-divider bbox=[493, 258, 715, 259]
notice-signature: علی اکبر مقدسی فر bbox=[580, 126, 628, 132]
notice-date-second: تاریخ انتشار نوبت دوم: ۱۴۰۴/۱۱/۱۸ bbox=[725, 273, 789, 279]
legal-notice bbox=[493, 614, 715, 700]
date-first: تاریخ انتشار نوبت اول: ۱۴۰۴/۱۱/۰۱ bbox=[261, 976, 358, 983]
masthead-title-panel bbox=[0, 28, 724, 74]
date-lunar-gregorian: ۱۸ شعبان ۱۴۴۷ ▪ ۷ فوریه ۲۰۲۶ bbox=[60, 52, 177, 62]
notice-divider bbox=[725, 850, 961, 851]
notice-subheading: آگهی موضوع ماده ۳ قانون و ماده ۱۳ آئین نامه قانون تعیین تکلیف وضعیت ثبتی و اراضی و ساختمانهای فاقد سند رسمی bbox=[266, 198, 470, 211]
